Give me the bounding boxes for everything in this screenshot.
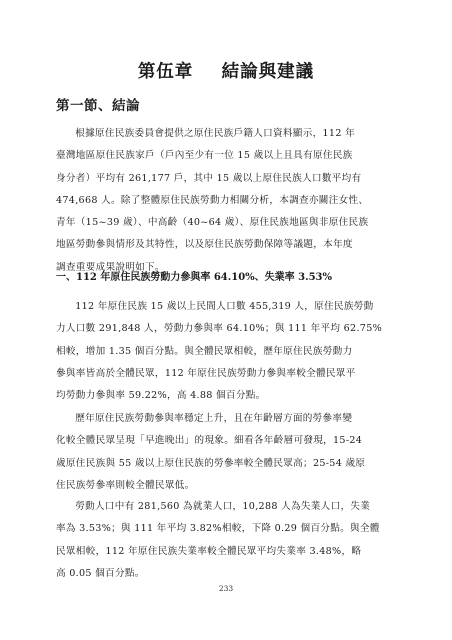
text-line: 身分者）平均有 261,177 戶，其中 15 歲以上原住民族人口數平均有 [56,172,362,184]
text-line: 化較全體民眾呈現「早進晚出」的現象。細看各年齡層可發現，15-24 [56,435,363,447]
text-line: 歲原住民族與 55 歲以上原住民族的勞參率較全體民眾高；25-54 歲原 [56,457,366,469]
text-line: 力人口數 291,848 人，勞動力參與率 64.10%；與 111 年平均 62.75% [56,323,383,335]
page-number: 233 [218,584,234,593]
section-title: 第一節、結論 [56,98,140,114]
text-line: 根據原住民族委員會提供之原住民族戶籍人口資料顯示，112 年 [75,128,355,139]
text-line: 參與率皆高於全體民眾，112 年原住民族勞動力參與率較全體民眾平 [56,367,356,379]
text-line: 地區勞動參與情形及其特性，以及原住民族勞動保障等議題，本年度 [56,239,353,251]
text-line: 相較，增加 1.35 個百分點。與全體民眾相較，歷年原住民族勞動力 [56,345,353,357]
paragraph-intro [56,123,396,279]
text-line: 調查重要成果說明如下。 [56,261,165,273]
text-line: 高 0.05 個百分點。 [56,567,145,579]
paragraph-participation [56,296,396,407]
text-line: 率為 3.53%；與 111 年平均 3.82%相較，下降 0.29 個百分點。與全體 [56,523,380,535]
paragraph-age-trend [56,408,396,497]
text-line: 勞動人口中有 281,560 為就業人口，10,288 人為失業人口，失業 [75,501,371,512]
text-line: 均勞動力參與率 59.22%，高 4.88 個百分點。 [56,390,266,402]
text-line: 歷年原住民族勞動參與率穩定上升，且在年齡層方面的勞參率變 [75,413,353,424]
text-line: 474,668 人。除了整體原住民族勞動力相關分析，本調查亦關注女性、 [56,194,369,206]
text-line: 青年（15~39 歲）、中高齡（40~64 歲）、原住民族地區與非原住民族 [56,217,369,229]
chapter-title: 第伍章 結論與建議 [137,62,315,82]
text-line: 住民族勞參率則較全體民眾低。 [56,479,195,491]
text-line: 112 年原住民族 15 歲以上民間人口數 455,319 人，原住民族勞動 [75,301,374,312]
subsection-title: 一、112 年原住民族勞動力參與率 64.10%、失業率 3.53% [56,272,332,283]
paragraph-unemployment [56,496,396,585]
text-line: 民眾相較，112 年原住民族失業率較全體民眾平均失業率 3.48%，略 [56,545,362,557]
text-line: 臺灣地區原住民族家戶（戶內至少有一位 15 歲以上且具有原住民族 [56,150,353,162]
